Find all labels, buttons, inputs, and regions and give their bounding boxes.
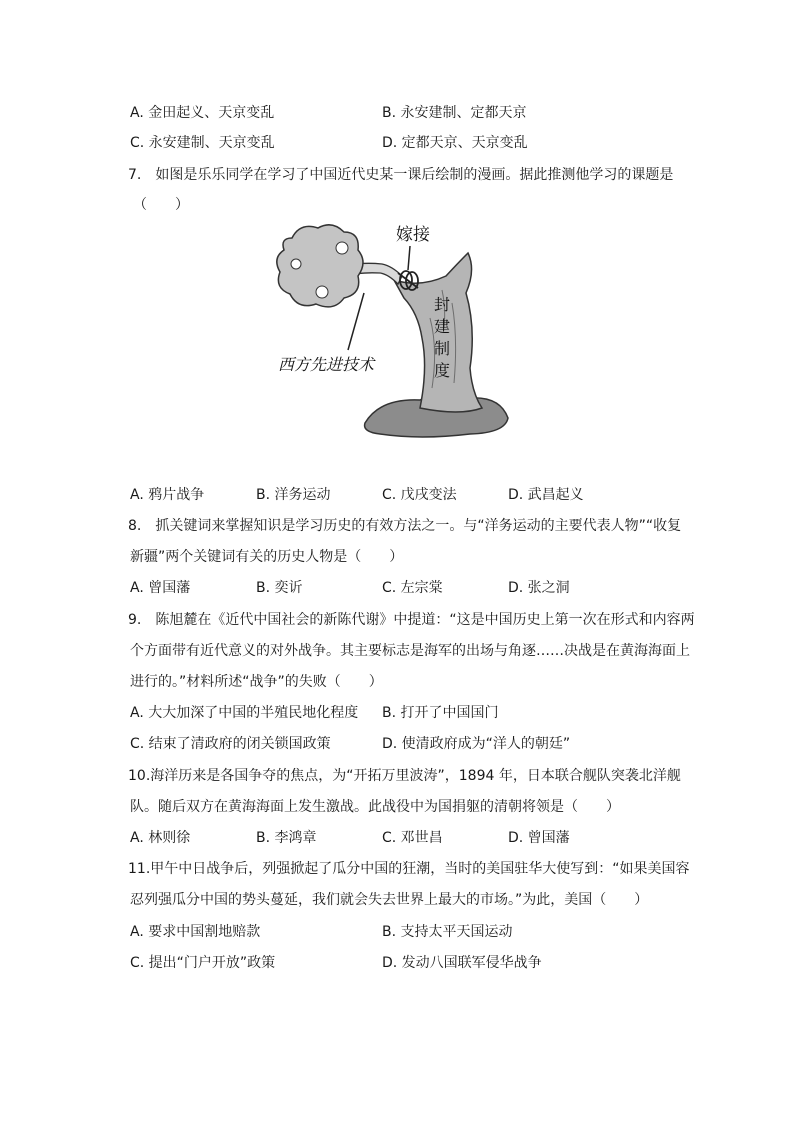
comic-label-western-tech: 西方先进技术: [278, 355, 375, 374]
technology-pointer: [348, 293, 364, 350]
q8-option-c: C. 左宗棠: [382, 580, 443, 596]
q7-option-a: A. 鸦片战争: [130, 487, 205, 503]
q10-stem-line2: 队。随后双方在黄海海面上发生激战。此战役中为国捐躯的清朝将领是（ ）: [130, 799, 620, 815]
graft-pointer: [408, 246, 410, 270]
q11-option-b: B. 支持太平天国运动: [382, 924, 513, 940]
q7-comic-illustration: [270, 218, 530, 446]
q11-stem-line2: 忍列强瓜分中国的势头蔓延，我们就会失去世界上最大的市场。”为此，美国（ ）: [130, 892, 649, 908]
q9-stem-line3: 进行的。”材料所述“战争”的失败（ ）: [130, 674, 383, 690]
q9-option-d: D. 使清政府成为“洋人的朝廷”: [382, 736, 571, 752]
trunk-char-1: 封: [434, 295, 451, 314]
q10-stem-line1: 10.海洋历来是各国争夺的焦点，为“开拓万里波涛”，1894 年，日本联合舰队突袭北洋舰: [128, 768, 681, 784]
q6-option-d: D. 定都天京、天京变乱: [382, 135, 528, 151]
q10-option-a: A. 林则徐: [130, 830, 191, 846]
q9-option-b: B. 打开了中国国门: [382, 705, 499, 721]
q10-option-c: C. 邓世昌: [382, 830, 443, 846]
q8-stem-line2: 新疆”两个关键词有关的历史人物是（ ）: [130, 549, 404, 565]
q7-option-b: B. 洋务运动: [256, 487, 331, 503]
trunk-char-2: 建: [434, 317, 451, 336]
q11-option-d: D. 发动八国联军侵华战争: [382, 955, 542, 971]
q8-option-b: B. 奕䜣: [256, 580, 303, 596]
q8-stem-line1: 8. 抓关键词来掌握知识是学习历史的有效方法之一。与“洋务运动的主要代表人物”“收复: [128, 518, 682, 534]
q9-stem-line1: 9. 陈旭麓在《近代中国社会的新陈代谢》中提道：“这是中国历史上第一次在形式和内容两: [128, 612, 695, 628]
q7-option-c: C. 戊戌变法: [382, 487, 457, 503]
trunk-char-4: 度: [434, 361, 451, 380]
q10-option-d: D. 曾国藩: [508, 830, 570, 846]
q8-option-a: A. 曾国藩: [130, 580, 191, 596]
foliage-gear-3: [316, 286, 328, 298]
trunk-char-3: 制: [434, 339, 451, 358]
q9-stem-line2: 个方面带有近代意义的对外战争。其主要标志是海军的出场与角逐……决战是在黄海海面上: [130, 643, 690, 659]
q9-option-a: A. 大大加深了中国的半殖民地化程度: [130, 705, 359, 721]
q7-option-d: D. 武昌起义: [508, 487, 584, 503]
q6-option-c: C. 永安建制、天京变乱: [130, 135, 275, 151]
foliage-gear-1: [336, 242, 348, 254]
q7-stem-line2: （ ）: [133, 197, 189, 213]
q8-option-d: D. 张之洞: [508, 580, 570, 596]
q11-option-a: A. 要求中国割地赔款: [130, 924, 261, 940]
grafting-tree-comic: [270, 218, 530, 446]
q11-stem-line1: 11.甲午中日战争后，列强掀起了瓜分中国的狂潮，当时的美国驻华大使写到：“如果美国容: [128, 861, 690, 877]
foliage-gear-2: [291, 259, 301, 269]
q6-option-a: A. 金田起义、天京变乱: [130, 105, 275, 121]
q9-option-c: C. 结束了清政府的闭关锁国政策: [130, 736, 331, 752]
comic-label-graft: 嫁接: [396, 225, 430, 245]
q7-stem-line1: 7. 如图是乐乐同学在学习了中国近代史某一课后绘制的漫画。据此推测他学习的课题是: [128, 167, 674, 183]
q6-option-b: B. 永安建制、定都天京: [382, 105, 527, 121]
q11-option-c: C. 提出“门户开放”政策: [130, 955, 276, 971]
q10-option-b: B. 李鸿章: [256, 830, 317, 846]
